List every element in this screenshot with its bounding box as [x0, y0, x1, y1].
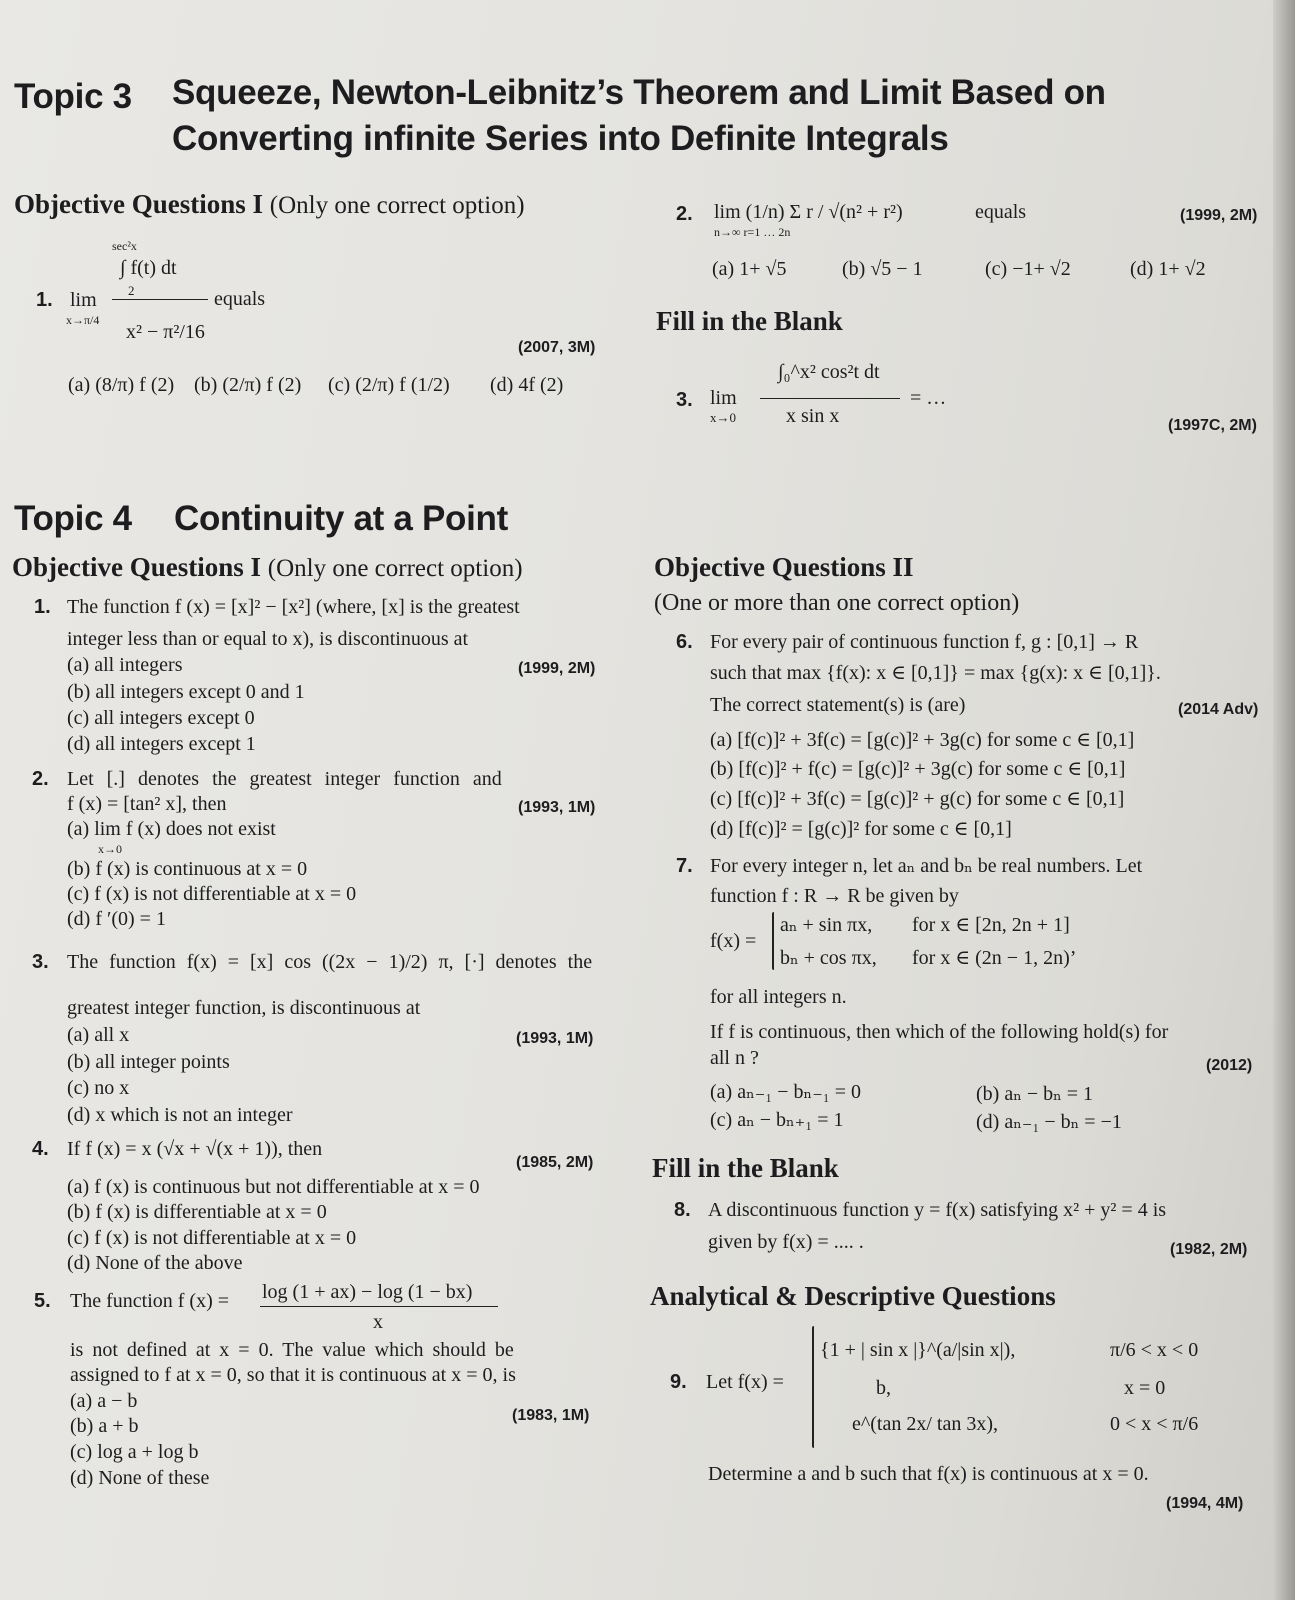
question-number: 3. [32, 951, 49, 973]
option-d: (d) x which is not an integer [67, 1104, 293, 1126]
question-text: A discontinuous function y = f(x) satisfying x² + y² = 4 is [708, 1199, 1167, 1221]
q3-tail: = … [910, 387, 947, 409]
option-a: (a) all x [67, 1024, 130, 1046]
source-tag: (1999, 2M) [1180, 207, 1258, 224]
option-d: (d) None of the above [67, 1252, 243, 1274]
denominator: x² − π²/16 [126, 321, 205, 343]
case-expr: aₙ + sin πx, [780, 914, 873, 936]
case-cond: x = 0 [1124, 1377, 1166, 1399]
integral-upper-limit: sec²x [112, 239, 137, 253]
source-tag: (1983, 1M) [512, 1407, 590, 1424]
case-cond: for x ∈ [2n, 2n + 1] [912, 914, 1070, 936]
question-text: for all integers n. [710, 986, 847, 1008]
source-tag: (1993, 1M) [516, 1030, 594, 1047]
topic3-section-heading [14, 188, 525, 222]
option-b: (b) aₙ − bₙ = 1 [976, 1083, 1094, 1105]
option-b: (b) f (x) is differentiable at x = 0 [67, 1201, 327, 1223]
option-c: (c) −1+ √2 [985, 258, 1071, 280]
option-a: (a) lim f (x) does not exist [67, 818, 276, 840]
denominator: x sin x [786, 405, 840, 427]
option-c: (c) [f(c)]² + 3f(c) = [g(c)]² + g(c) for some c ∈ [0,1] [710, 788, 1125, 810]
numerator: log (1 + ax) − log (1 − bx) [262, 1281, 473, 1303]
section-note: (Only one correct option) [269, 192, 525, 219]
question-text: The function f (x) = [x]² − [x²] (where, [x] is the greatest [67, 596, 520, 618]
question-number: 3. [676, 389, 693, 411]
question-number: 7. [676, 855, 693, 877]
question-text: Determine a and b such that f(x) is continuous at x = 0. [708, 1463, 1149, 1485]
option-b: (b) a + b [70, 1415, 139, 1437]
denominator: x [373, 1311, 383, 1333]
section2-note: (One or more than one correct option) [654, 590, 1020, 616]
piecewise-lead: f(x) = [710, 930, 757, 952]
option-c: (c) log a + log b [70, 1441, 199, 1463]
q2-tail: equals [975, 201, 1027, 223]
question-text: The correct statement(s) is (are) [710, 694, 966, 716]
fraction-bar [112, 299, 208, 300]
source-tag: (2007, 3M) [518, 339, 596, 356]
option-b: (b) f (x) is continuous at x = 0 [67, 858, 308, 880]
question-text: The function f(x) = [x] cos ((2x − 1)/2) π, [·] denotes the [67, 951, 593, 973]
topic4-title: Continuity at a Point [174, 499, 508, 538]
question-text: For every pair of continuous function f, g : [0,1] → R [710, 631, 1139, 653]
section-title: Objective Questions I [12, 552, 261, 582]
question-number: 2. [32, 768, 49, 790]
integrand: ∫ f(t) dt [120, 257, 177, 279]
topic3-title-line2: Converting infinite Series into Definite Integrals [172, 119, 949, 158]
lim-subscript: x→0 [98, 842, 122, 856]
option-d: (d) None of these [70, 1467, 210, 1489]
option-b: (b) all integer points [67, 1051, 230, 1073]
fraction-bar [260, 1306, 498, 1307]
option-a: (a) 1+ √5 [712, 258, 787, 280]
question-number: 1. [34, 596, 51, 618]
case-expr: bₙ + cos πx, [780, 947, 877, 969]
option-d: (d) all integers except 1 [67, 733, 256, 755]
question-text: function f : R → R be given by [710, 885, 959, 907]
question-text: If f is continuous, then which of the following hold(s) for [710, 1021, 1169, 1043]
option-d: (d) aₙ₋₁ − bₙ = −1 [976, 1111, 1122, 1133]
topic4-section1-heading [12, 551, 523, 585]
question-text: all n ? [710, 1047, 759, 1069]
fill-blank-heading: Fill in the Blank [656, 306, 843, 336]
lim-subscript: x→π/4 [66, 313, 100, 327]
question-text: is not defined at x = 0. The value which should be [70, 1339, 514, 1361]
option-b: (b) (2/π) f (2) [194, 374, 302, 396]
question-text: For every integer n, let aₙ and bₙ be real numbers. Let [710, 855, 1143, 877]
integral-lower-limit: 2 [128, 283, 135, 298]
option-b: (b) all integers except 0 and 1 [67, 681, 305, 703]
question-text: given by f(x) = .... . [708, 1231, 864, 1253]
source-tag: (1985, 2M) [516, 1154, 594, 1171]
option-d: (d) 4f (2) [490, 374, 564, 396]
lim: lim [70, 289, 97, 311]
option-c: (c) (2/π) f (1/2) [328, 374, 450, 396]
brace [812, 1326, 814, 1448]
option-a: (a) [f(c)]² + 3f(c) = [g(c)]² + 3g(c) for some c ∈ [0,1] [710, 729, 1135, 751]
option-a: (a) (8/π) f (2) [68, 374, 175, 396]
source-tag: (2014 Adv) [1178, 701, 1259, 718]
option-a: (a) aₙ₋₁ − bₙ₋₁ = 0 [710, 1081, 861, 1103]
option-c: (c) aₙ − bₙ₊₁ = 1 [710, 1109, 844, 1131]
q2-subscripts: n→∞ r=1 … 2n [714, 225, 791, 239]
option-a: (a) all integers [67, 654, 183, 676]
option-a: (a) f (x) is continuous but not differentiable at x = 0 [67, 1176, 480, 1198]
question-text: such that max {f(x): x ∈ [0,1]} = max {g(x): x ∈ [0,1]}. [710, 662, 1161, 684]
case-cond: π/6 < x < 0 [1110, 1339, 1199, 1361]
piecewise-lead: Let f(x) = [706, 1371, 784, 1393]
question-lead: The function f (x) = [70, 1290, 230, 1312]
question-text: greatest integer function, is discontinuous at [67, 997, 421, 1019]
option-a: (a) a − b [70, 1390, 138, 1412]
q1-tail: equals [214, 288, 266, 310]
q2-expression: lim (1/n) Σ r / √(n² + r²) [714, 201, 903, 223]
case-expr: b, [876, 1377, 891, 1399]
question-text: Let [.] denotes the greatest integer function and [67, 768, 502, 790]
option-c: (c) f (x) is not differentiable at x = 0 [67, 1227, 357, 1249]
case-expr: {1 + | sin x |}^(a/|sin x|), [820, 1339, 1016, 1361]
option-d: (d) f ′(0) = 1 [67, 908, 166, 930]
case-cond: for x ∈ (2n − 1, 2n)’ [912, 947, 1077, 969]
page-edge-shadow [1273, 0, 1295, 1600]
question-number: 4. [32, 1138, 49, 1160]
source-tag: (1993, 1M) [518, 799, 596, 816]
question-number: 1. [36, 289, 53, 311]
question-number: 9. [670, 1371, 687, 1393]
option-c: (c) no x [67, 1077, 130, 1099]
brace [772, 912, 774, 970]
section-title: Objective Questions I [14, 189, 263, 219]
section-note: (Only one correct option) [267, 555, 523, 582]
question-number: 2. [676, 203, 693, 225]
question-text: integer less than or equal to x), is discontinuous at [67, 628, 469, 650]
analytical-heading: Analytical & Descriptive Questions [650, 1281, 1056, 1311]
question-text: f (x) = [tan² x], then [67, 793, 227, 815]
lim: lim [710, 387, 737, 409]
topic3-title-line1: Squeeze, Newton-Leibnitz’s Theorem and Limit Based on [172, 73, 1106, 112]
option-b: (b) √5 − 1 [842, 258, 923, 280]
question-text: assigned to f at x = 0, so that it is continuous at x = 0, is [70, 1364, 516, 1386]
source-tag: (2012) [1206, 1057, 1253, 1074]
topic3-label: Topic 3 [14, 77, 132, 116]
option-d: (d) 1+ √2 [1130, 258, 1206, 280]
option-c: (c) f (x) is not differentiable at x = 0 [67, 883, 357, 905]
option-c: (c) all integers except 0 [67, 707, 255, 729]
topic4-label: Topic 4 [14, 499, 132, 538]
source-tag: (1997C, 2M) [1168, 417, 1257, 434]
source-tag: (1994, 4M) [1166, 1495, 1244, 1512]
lim-subscript: x→0 [710, 410, 736, 425]
source-tag: (1999, 2M) [518, 660, 596, 677]
question-number: 6. [676, 631, 693, 653]
option-d: (d) [f(c)]² = [g(c)]² for some c ∈ [0,1] [710, 818, 1012, 840]
question-number: 8. [674, 1199, 691, 1221]
case-expr: e^(tan 2x/ tan 3x), [852, 1413, 999, 1435]
section2-title: Objective Questions II [654, 552, 914, 582]
case-cond: 0 < x < π/6 [1110, 1413, 1199, 1435]
source-tag: (1982, 2M) [1170, 1241, 1248, 1258]
numerator: ∫₀^x² cos²t dt [778, 361, 880, 383]
question-number: 5. [34, 1290, 51, 1312]
option-b: (b) [f(c)]² + f(c) = [g(c)]² + 3g(c) for some c ∈ [0,1] [710, 758, 1126, 780]
fill-blank-heading: Fill in the Blank [652, 1153, 839, 1183]
question-text: If f (x) = x (√x + √(x + 1)), then [67, 1138, 323, 1160]
fraction-bar [760, 398, 900, 399]
